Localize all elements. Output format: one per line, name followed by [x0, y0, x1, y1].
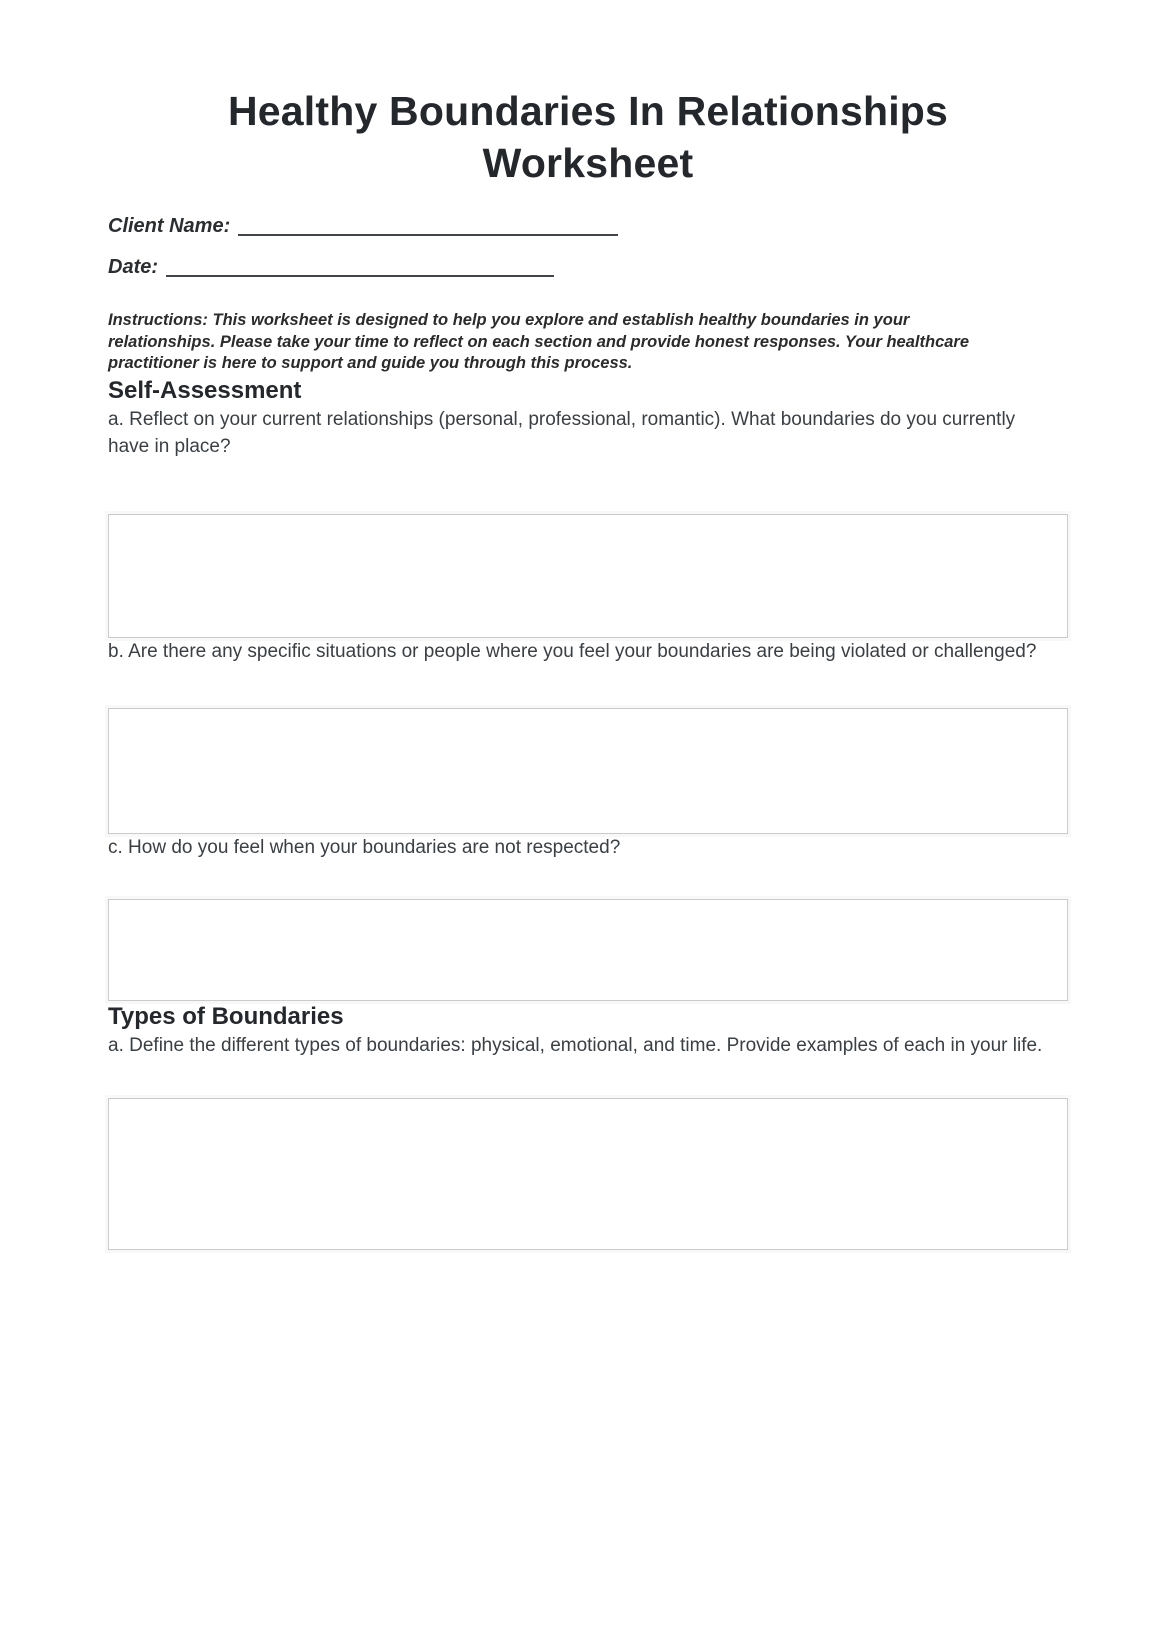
answer-box-self-assessment-a[interactable]: [108, 514, 1068, 638]
answer-box-types-of-boundaries-a[interactable]: [108, 1098, 1068, 1250]
answer-box-self-assessment-b[interactable]: [108, 708, 1068, 834]
client-name-fill-line: [238, 220, 618, 236]
page-title-line-1: Healthy Boundaries In Relationships: [227, 88, 949, 134]
section-heading-types-of-boundaries: Types of Boundaries: [108, 1002, 344, 1030]
question-self-assessment-b: b. Are there any specific situations or people where you feel your boundaries are being violated or challenged?: [108, 640, 1037, 662]
client-name-label: Client Name:: [108, 215, 231, 237]
question-self-assessment-c: c. How do you feel when your boundaries are not respected?: [108, 836, 621, 858]
answer-box-self-assessment-c[interactable]: [108, 899, 1068, 1001]
section-heading-self-assessment: Self-Assessment: [108, 376, 302, 404]
instructions-text: Instructions: This worksheet is designed to help you explore and establish healthy boundaries in your relationships. Please take your time to reflect on each section and provide honest responses. Your healthcare practitioner is here to support and guide you through this process.: [108, 311, 970, 372]
page-title: [108, 85, 1068, 189]
page-title-line-2: Worksheet: [482, 140, 694, 186]
client-name-row: [108, 213, 1068, 239]
date-label: Date:: [108, 256, 159, 278]
question-types-of-boundaries-a: a. Define the different types of boundaries: physical, emotional, and time. Provide examples of each in your life.: [108, 1034, 1043, 1056]
date-fill-line: [166, 261, 554, 277]
date-row: [108, 254, 1068, 280]
question-self-assessment-a: a. Reflect on your current relationships (personal, professional, romantic). What boundaries do you currently have in place?: [108, 408, 1016, 457]
